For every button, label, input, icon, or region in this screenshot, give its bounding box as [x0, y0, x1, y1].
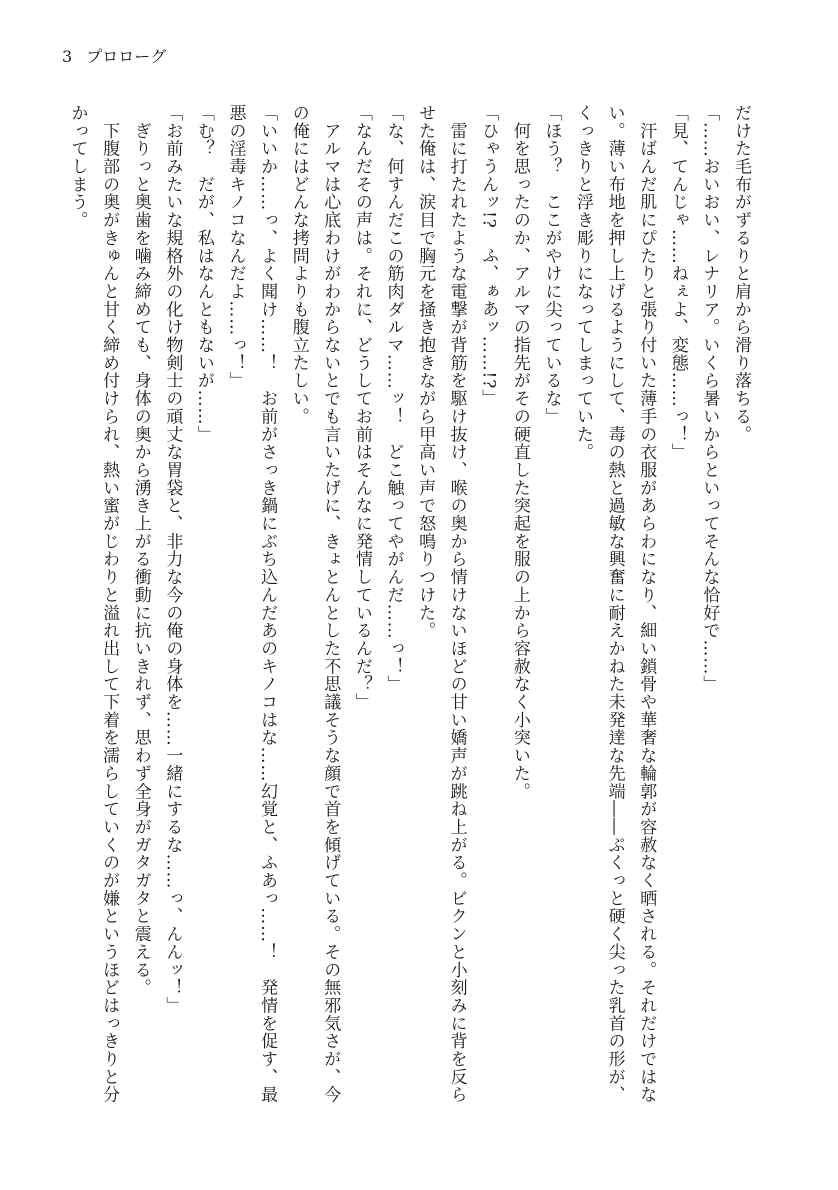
text-line: 「見、てんじゃ……ねぇよ、変態……っ！」: [667, 104, 688, 461]
text-line: だけた毛布がずるりと肩から滑り落ちる。: [731, 104, 751, 444]
text-line: 「ほう？ ここがやけに尖っているな」: [541, 104, 562, 426]
text-line: 「お前みたいな規格外の化け物剣士の頑丈な胃袋と、非力な今の俺の身体を……一緒にするな……っ、んんッ！」: [162, 104, 183, 1015]
text-line: 下腹部の奥がきゅんと甘く締め付けられ、熱い蜜がじわりと溢れ出して下着を濡らしていくのが嫌というほどはっきりと分: [99, 104, 120, 1104]
text-line: 「な、何すんだこの筋肉ダルマ……ッ！ どこ触ってやがんだ……っ！」: [383, 104, 404, 694]
chapter-title: プロローグ: [86, 47, 167, 66]
text-line: アルマは心底わけがわからないとでも言いたげに、きょとんとした不思議そうな顔で首を傾げている。その無邪気さが、今: [320, 104, 341, 1104]
text-line: 何を思ったのか、アルマの指先がその硬直した突起を服の上から容赦なく小突いた。: [509, 104, 530, 801]
text-line: 「……おいおい、レナリア。いくら暑いからといってそんな恰好で……」: [699, 104, 720, 694]
text-line: 「いいか……っ、よく聞け……！ お前がさっき鍋にぶち込んだあのキノコはな……幻覚と、ふあっ……！ 発情を促す、最: [257, 104, 278, 1104]
novel-body-text: [67, 104, 756, 1104]
text-line: 「ひゃうんッ!? ふ、ぁあッ……!?」: [478, 104, 499, 408]
text-line: せた俺は、涙目で胸元を掻き抱きながら甲高い声で怒鳴りつけた。: [415, 104, 436, 640]
text-line: い。薄い布地を押し上げるようにして、毒の熱と過敏な興奮に耐えかねた未発達な先端――ぷくっと硬く尖った乳首の形が、: [604, 104, 625, 1104]
text-line: の俺にはどんな拷問よりも腹立たしい。: [288, 104, 309, 426]
text-line: 「なんだその声は。それに、どうしてお前はそんなに発情しているんだ？」: [351, 104, 372, 711]
text-line: 「む？ だが、私はなんともないが……」: [193, 104, 214, 444]
text-line: 悪の淫毒キノコなんだよ……っ！」: [225, 104, 246, 390]
text-line: ぎりっと奥歯を噛み締めても、身体の奥から湧き上がる衝動に抗いきれず、思わず全身がガタガタと震える。: [130, 104, 151, 997]
page-header: [62, 44, 166, 67]
page-number: 3: [62, 47, 73, 66]
text-line: 雷に打たれたような電撃が背筋を駆け抜け、喉の奥から情けないほどの甘い嬌声が跳ね上がる。ビクンと小刻みに背を反ら: [446, 104, 467, 1104]
text-line: かってしまう。: [67, 104, 88, 229]
text-line: 汗ばんだ肌にぴたりと張り付いた薄手の衣服があらわになり、細い鎖骨や華奢な輪郭が容赦なく晒される。それだけではな: [636, 104, 657, 1104]
text-line: くっきりと浮き彫りになってしまっていた。: [573, 104, 594, 461]
